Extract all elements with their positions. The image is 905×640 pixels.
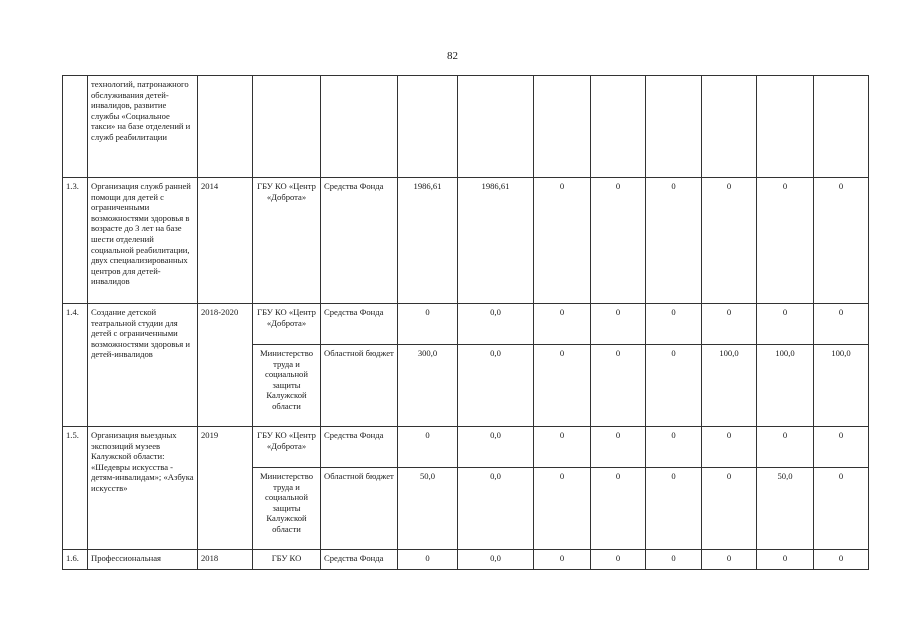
value-cell: 0 — [702, 550, 757, 570]
funding-source: Средства Фонда — [321, 304, 398, 345]
funding-source — [321, 76, 398, 178]
value-cell: 0 — [534, 178, 591, 304]
value-cell: 50,0 — [398, 468, 458, 550]
value-cell: 0 — [534, 550, 591, 570]
period: 2018-2020 — [198, 304, 253, 427]
funding-source: Средства Фонда — [321, 550, 398, 570]
row-number: 1.5. — [63, 427, 88, 550]
value-cell: 0 — [702, 468, 757, 550]
value-cell: 0 — [591, 468, 646, 550]
executor: Министерство труда и социальной защиты Калужской области — [253, 345, 321, 427]
executor: ГБУ КО «Центр «Доброта» — [253, 178, 321, 304]
value-cell: 0,0 — [458, 468, 534, 550]
value-cell: 0,0 — [458, 550, 534, 570]
measure-name: Создание детской театральной студии для детей с ограниченными возможностями здоровья и детей-инвалидов — [88, 304, 198, 427]
value-cell: 0 — [646, 550, 702, 570]
value-cell: 0 — [646, 178, 702, 304]
table-row — [63, 427, 869, 468]
period: 2018 — [198, 550, 253, 570]
value-cell: 0 — [814, 178, 869, 304]
value-cell: 100,0 — [757, 345, 814, 427]
value-cell: 0 — [646, 304, 702, 345]
value-cell: 0 — [814, 304, 869, 345]
value-cell: 1986,61 — [398, 178, 458, 304]
funding-source: Средства Фонда — [321, 178, 398, 304]
value-cell: 100,0 — [814, 345, 869, 427]
value-cell — [534, 76, 591, 178]
value-cell: 1986,61 — [458, 178, 534, 304]
value-cell: 0 — [398, 427, 458, 468]
funding-source: Областной бюджет — [321, 345, 398, 427]
table-row — [63, 550, 869, 570]
value-cell: 0 — [757, 550, 814, 570]
row-number: 1.4. — [63, 304, 88, 427]
value-cell: 0 — [814, 550, 869, 570]
value-cell — [591, 76, 646, 178]
value-cell: 0 — [814, 427, 869, 468]
value-cell: 0 — [702, 427, 757, 468]
funding-source: Областной бюджет — [321, 468, 398, 550]
value-cell: 0 — [702, 304, 757, 345]
value-cell: 0 — [591, 304, 646, 345]
value-cell: 0 — [646, 345, 702, 427]
period: 2019 — [198, 427, 253, 550]
executor: Министерство труда и социальной защиты Калужской области — [253, 468, 321, 550]
executor — [253, 76, 321, 178]
value-cell: 0 — [591, 178, 646, 304]
value-cell: 0 — [757, 178, 814, 304]
value-cell: 50,0 — [757, 468, 814, 550]
value-cell: 0 — [702, 178, 757, 304]
value-cell: 0 — [591, 345, 646, 427]
page-number: 82 — [447, 50, 458, 62]
value-cell — [458, 76, 534, 178]
value-cell: 0 — [591, 427, 646, 468]
table-row — [63, 304, 869, 345]
table-row — [63, 178, 869, 304]
value-cell: 0 — [814, 468, 869, 550]
value-cell: 0 — [646, 468, 702, 550]
value-cell: 0,0 — [458, 427, 534, 468]
period — [198, 76, 253, 178]
value-cell — [398, 76, 458, 178]
executor: ГБУ КО «Центр «Доброта» — [253, 427, 321, 468]
value-cell: 0 — [757, 304, 814, 345]
value-cell: 0 — [534, 345, 591, 427]
value-cell: 0,0 — [458, 345, 534, 427]
row-number — [63, 76, 88, 178]
value-cell — [757, 76, 814, 178]
executor: ГБУ КО — [253, 550, 321, 570]
measure-name: технологий, патронажного обслуживания детей-инвалидов, развитие службы «Социальное такси» на базе отделений и служб реабилитации — [88, 76, 198, 178]
value-cell: 0 — [398, 550, 458, 570]
value-cell: 0 — [591, 550, 646, 570]
row-number: 1.6. — [63, 550, 88, 570]
period: 2014 — [198, 178, 253, 304]
value-cell: 0 — [534, 304, 591, 345]
value-cell: 0 — [534, 468, 591, 550]
value-cell: 0 — [646, 427, 702, 468]
row-number: 1.3. — [63, 178, 88, 304]
measure-name: Организация выездных экспозиций музеев Калужской области: «Шедевры искусства - детям-инвалидам»; «Азбука искусств» — [88, 427, 198, 550]
value-cell — [814, 76, 869, 178]
value-cell: 0 — [534, 427, 591, 468]
program-table — [62, 75, 869, 570]
value-cell: 0 — [757, 427, 814, 468]
value-cell: 0 — [398, 304, 458, 345]
value-cell — [702, 76, 757, 178]
value-cell: 300,0 — [398, 345, 458, 427]
value-cell: 0,0 — [458, 304, 534, 345]
value-cell: 100,0 — [702, 345, 757, 427]
table-row — [63, 76, 869, 178]
measure-name: Профессиональная — [88, 550, 198, 570]
measure-name: Организация служб ранней помощи для детей с ограниченными возможностями здоровья в возрасте до 3 лет на базе шести отделений социальной реабилитации, двух специализированных центров для детей-инвалидов — [88, 178, 198, 304]
funding-source: Средства Фонда — [321, 427, 398, 468]
value-cell — [646, 76, 702, 178]
executor: ГБУ КО «Центр «Доброта» — [253, 304, 321, 345]
